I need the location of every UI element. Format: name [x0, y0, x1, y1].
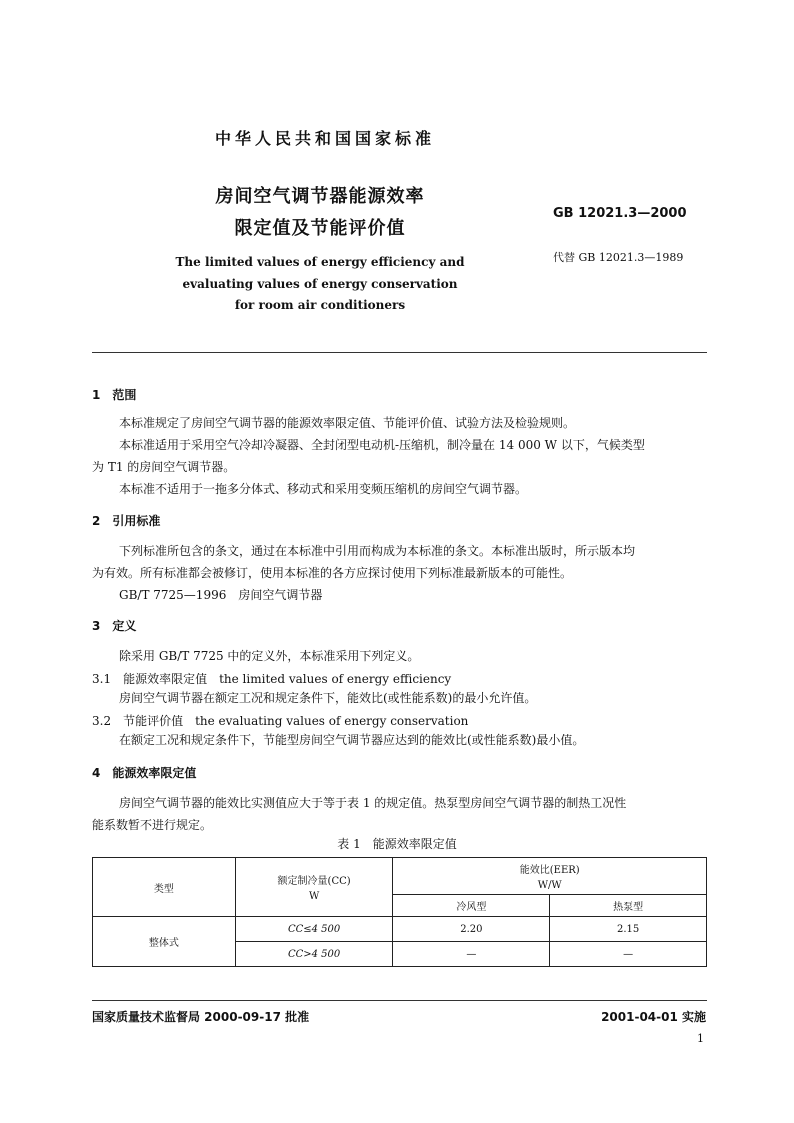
- header-eer-unit: W/W: [537, 880, 562, 891]
- section-3-2-title: 3.2 节能评价值 the evaluating values of energy conservation: [92, 714, 469, 728]
- row-type-unitary: 整体式: [93, 917, 236, 967]
- header-type: 类型: [93, 858, 236, 917]
- table-header-row: [93, 858, 707, 895]
- section-2-paragraph-1a: 下列标准所包含的条文，通过在本标准中引用而构成为本标准的条文。本标准出版时，所示版本均: [119, 544, 636, 558]
- row2-capacity: CC>4 500: [235, 942, 393, 967]
- energy-efficiency-table: [92, 857, 707, 967]
- header-rated-capacity-label: 额定制冷量(CC): [277, 876, 351, 887]
- table-row: [93, 917, 707, 942]
- row2-heatpump-eer: —: [550, 942, 707, 967]
- header-divider: [92, 352, 707, 353]
- effective-date: 2001-04-01 实施: [601, 1010, 706, 1024]
- table-caption: 表 1 能源效率限定值: [337, 837, 457, 851]
- section-3-1-title: 3.1 能源效率限定值 the limited values of energy efficiency: [92, 672, 452, 686]
- section-2-paragraph-1b: 为有效。所有标准都会被修订，使用本标准的各方应探讨使用下列标准最新版本的可能性。: [92, 566, 573, 580]
- section-1-paragraph-2a: 本标准适用于采用空气冷却冷凝器、全封闭型电动机-压缩机，制冷量在 14 000 W 以下，气候类型: [119, 438, 645, 452]
- title-cn-line1: 房间空气调节器能源效率: [215, 186, 425, 207]
- header-eer-label: 能效比(EER): [519, 865, 580, 876]
- section-2-heading: 2 引用标准: [92, 514, 161, 528]
- row2-cooling-eer: —: [393, 942, 550, 967]
- page-number: 1: [697, 1032, 704, 1045]
- section-2-reference: GB/T 7725—1996 房间空气调节器: [119, 588, 323, 602]
- section-4-paragraph-1b: 能系数暂不进行规定。: [92, 818, 213, 832]
- row1-heatpump-eer: 2.15: [550, 917, 707, 942]
- row1-cooling-eer: 2.20: [393, 917, 550, 942]
- title-en-line1: The limited values of energy efficiency and: [175, 255, 465, 269]
- approval-notice: 国家质量技术监督局 2000-09-17 批准: [92, 1010, 310, 1024]
- national-standard-title: 中华人民共和国国家标准: [214, 129, 435, 148]
- section-1-paragraph-2b: 为 T1 的房间空气调节器。: [92, 460, 236, 474]
- replaces-standard: 代替 GB 12021.3—1989: [553, 251, 684, 264]
- row1-capacity: CC≤4 500: [235, 917, 393, 942]
- section-3-heading: 3 定义: [92, 619, 137, 633]
- header-rated-capacity: [235, 858, 393, 917]
- title-cn-line2: 限定值及节能评价值: [234, 218, 406, 239]
- title-en-line3: for room air conditioners: [234, 298, 406, 312]
- section-4-heading: 4 能源效率限定值: [92, 766, 197, 780]
- standard-number: GB 12021.3—2000: [553, 206, 687, 221]
- header-rated-capacity-unit: W: [308, 891, 320, 902]
- section-1-paragraph-1: 本标准规定了房间空气调节器的能源效率限定值、节能评价值、试验方法及检验规则。: [119, 416, 576, 430]
- section-1-heading: 1 范围: [92, 388, 137, 402]
- title-en-line2: evaluating values of energy conservation: [182, 277, 458, 291]
- header-cooling-only: 冷风型: [393, 895, 550, 917]
- section-3-2-paragraph: 在额定工况和规定条件下，节能型房间空气调节器应达到的能效比(或性能系数)最小值。: [119, 733, 585, 747]
- section-4-paragraph-1a: 房间空气调节器的能效比实测值应大于等于表 1 的规定值。热泵型房间空气调节器的制热工况性: [119, 796, 627, 810]
- footer-divider: [92, 1000, 707, 1001]
- section-1-paragraph-3: 本标准不适用于一拖多分体式、移动式和采用变频压缩机的房间空气调节器。: [119, 482, 528, 496]
- section-3-1-paragraph: 房间空气调节器在额定工况和规定条件下，能效比(或性能系数)的最小允许值。: [119, 691, 537, 705]
- header-heat-pump: 热泵型: [550, 895, 707, 917]
- section-3-paragraph-1: 除采用 GB/T 7725 中的定义外，本标准采用下列定义。: [119, 649, 420, 663]
- header-eer: [393, 858, 707, 895]
